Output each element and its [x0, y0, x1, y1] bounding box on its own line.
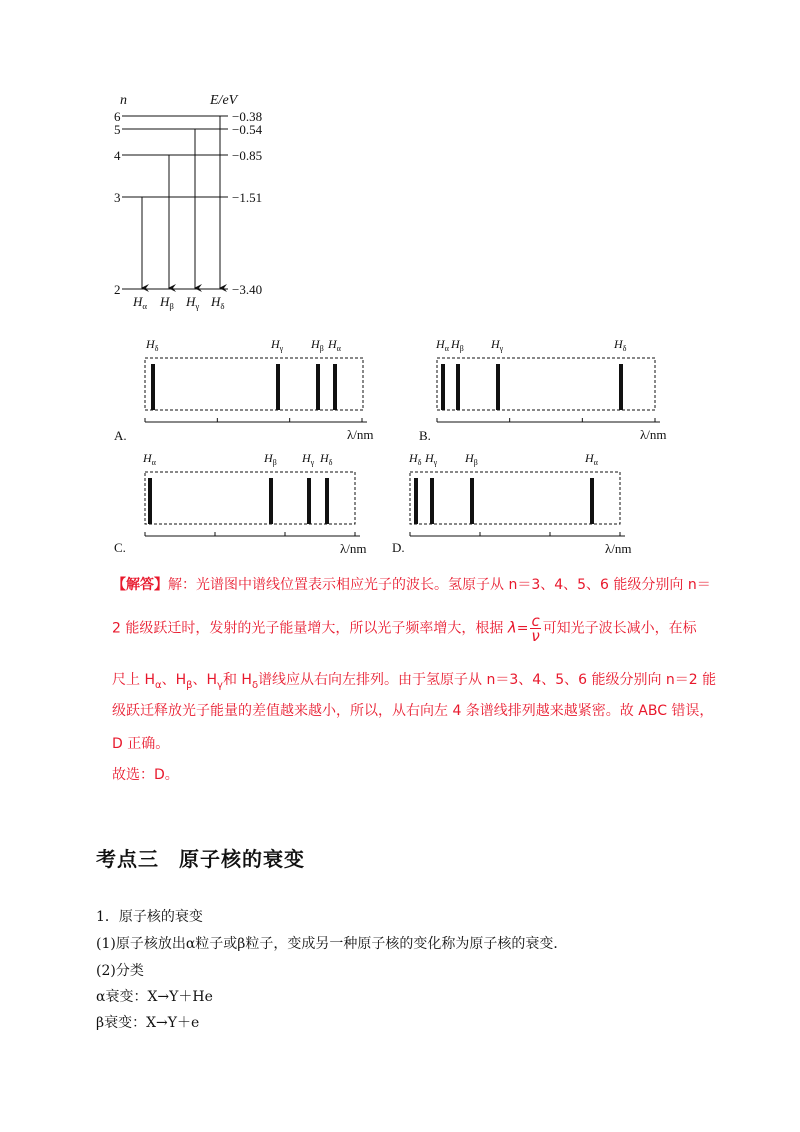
e-axis-label: E/eV	[210, 93, 238, 108]
spectral-line	[316, 364, 320, 410]
spectral-line-label: $H_\delta$	[146, 337, 159, 353]
answer-text-2a: 2 能级跃迁时，发射的光子能量增大，所以光子频率增大，根据	[112, 620, 504, 637]
answer-text-2b: 可知光子波长减小，在标	[542, 620, 697, 637]
spectral-line	[456, 364, 460, 410]
spectral-line-label: $H_\alpha$	[143, 451, 156, 467]
spectral-line-label: $H_\beta$	[451, 337, 464, 353]
transition-label: $H_\gamma$	[186, 294, 200, 311]
spectral-line	[333, 364, 337, 410]
section-line-5: β衰变：X→Y＋e	[96, 1015, 200, 1031]
spectral-line-label: $H_\beta$	[465, 451, 478, 467]
spectral-line-label: $H_\gamma$	[271, 337, 284, 353]
spectral-line-label: $H_\beta$	[264, 451, 277, 467]
spectrum-box	[410, 472, 620, 524]
level-energy-label: −0.85	[232, 148, 263, 163]
spectrum-options	[100, 330, 700, 560]
spectral-line	[470, 478, 474, 524]
formula-denominator: ν	[531, 627, 540, 645]
n-axis-label: n	[120, 93, 127, 108]
level-energy-label: −1.51	[232, 190, 263, 205]
spectrum-option	[114, 451, 367, 556]
spectrum-option	[419, 337, 667, 443]
spectral-line	[276, 364, 280, 410]
level-n-label: 5	[114, 122, 121, 137]
spectrum-box	[145, 472, 355, 524]
spectral-line	[619, 364, 623, 410]
section-title	[96, 843, 305, 872]
level-n-label: 2	[114, 282, 121, 297]
spectral-line-label: $H_\alpha$	[436, 337, 449, 353]
formula-numerator: c	[531, 612, 540, 630]
section-line-4: α衰变：X→Y＋He	[96, 989, 213, 1005]
answer-line-2	[112, 614, 697, 643]
axis-label: λ/nm	[640, 427, 667, 442]
spectral-line	[441, 364, 445, 410]
spectral-line-label: $H_\delta$	[409, 451, 422, 467]
answer-line-6: 故选：D。	[112, 767, 179, 783]
transition-label: $H_\alpha$	[133, 294, 148, 311]
spectral-line-label: $H_\gamma$	[302, 451, 315, 467]
spectral-line	[151, 364, 155, 410]
answer-line-4: 级跃迁释放光子能量的差值越来越小，所以，从右向左 4 条谱线排列越来越紧密。故 ABC 错误，	[112, 703, 714, 719]
spectral-line	[269, 478, 273, 524]
spectral-line	[414, 478, 418, 524]
energy-level-diagram	[100, 88, 300, 318]
spectrum-box	[145, 358, 363, 410]
answer-tag: 【解答】	[112, 577, 168, 593]
level-n-label: 6	[114, 109, 121, 124]
level-n-label: 4	[114, 148, 121, 163]
section-heading: 原子核的衰变	[179, 847, 305, 871]
transition-label: $H_\delta$	[211, 294, 225, 311]
spectral-line-label: $H_\alpha$	[328, 337, 341, 353]
spectral-line-label: $H_\delta$	[320, 451, 333, 467]
axis-label: λ/nm	[340, 541, 367, 556]
section-line-1: 1．原子核的衰变	[96, 909, 203, 925]
option-letter: B.	[419, 428, 431, 443]
section-line-2: (1)原子核放出α粒子或β粒子，变成另一种原子核的变化称为原子核的衰变．	[96, 936, 568, 952]
spectral-line	[325, 478, 329, 524]
axis-label: λ/nm	[347, 427, 374, 442]
spectral-line-label: $H_\beta$	[311, 337, 324, 353]
spectral-line	[148, 478, 152, 524]
answer-text-1: 解：光谱图中谱线位置表示相应光子的波长。氢原子从 n＝3、4、5、6 能级分别向 n＝	[168, 577, 711, 593]
transition-label: $H_\beta$	[160, 294, 174, 311]
formula-fraction	[530, 614, 540, 643]
answer-line-1	[112, 574, 711, 594]
formula-lambda: λ	[507, 618, 517, 637]
level-energy-label: −0.54	[232, 122, 263, 137]
spectral-line-label: $H_\alpha$	[585, 451, 598, 467]
spectral-line	[496, 364, 500, 410]
level-energy-label: −0.38	[232, 109, 263, 124]
axis-label: λ/nm	[605, 541, 632, 556]
option-letter: C.	[114, 540, 126, 555]
answer-line-3: 尺上 $H_\alpha$、$H_\beta$、$H_\gamma$和 $H_\delta$谱线应从右向左排列。由于氢原子从 n＝3、4、5、6 能级分别向 n＝2 能	[112, 672, 717, 691]
level-n-label: 3	[114, 190, 121, 205]
section-number: 考点三	[96, 847, 159, 871]
answer-line-5: D 正确。	[112, 736, 170, 752]
spectral-line-label: $H_\delta$	[614, 337, 627, 353]
spectrum-option	[114, 337, 374, 443]
spectral-line-label: $H_\gamma$	[425, 451, 438, 467]
spectral-line	[430, 478, 434, 524]
option-letter: A.	[114, 428, 127, 443]
section-line-3: (2)分类	[96, 963, 144, 979]
spectral-line-label: $H_\gamma$	[491, 337, 504, 353]
spectral-line	[307, 478, 311, 524]
option-letter: D.	[392, 540, 405, 555]
formula-equals: =	[516, 620, 529, 637]
spectrum-option	[392, 451, 632, 556]
level-energy-label: −3.40	[232, 282, 263, 297]
spectral-line	[590, 478, 594, 524]
